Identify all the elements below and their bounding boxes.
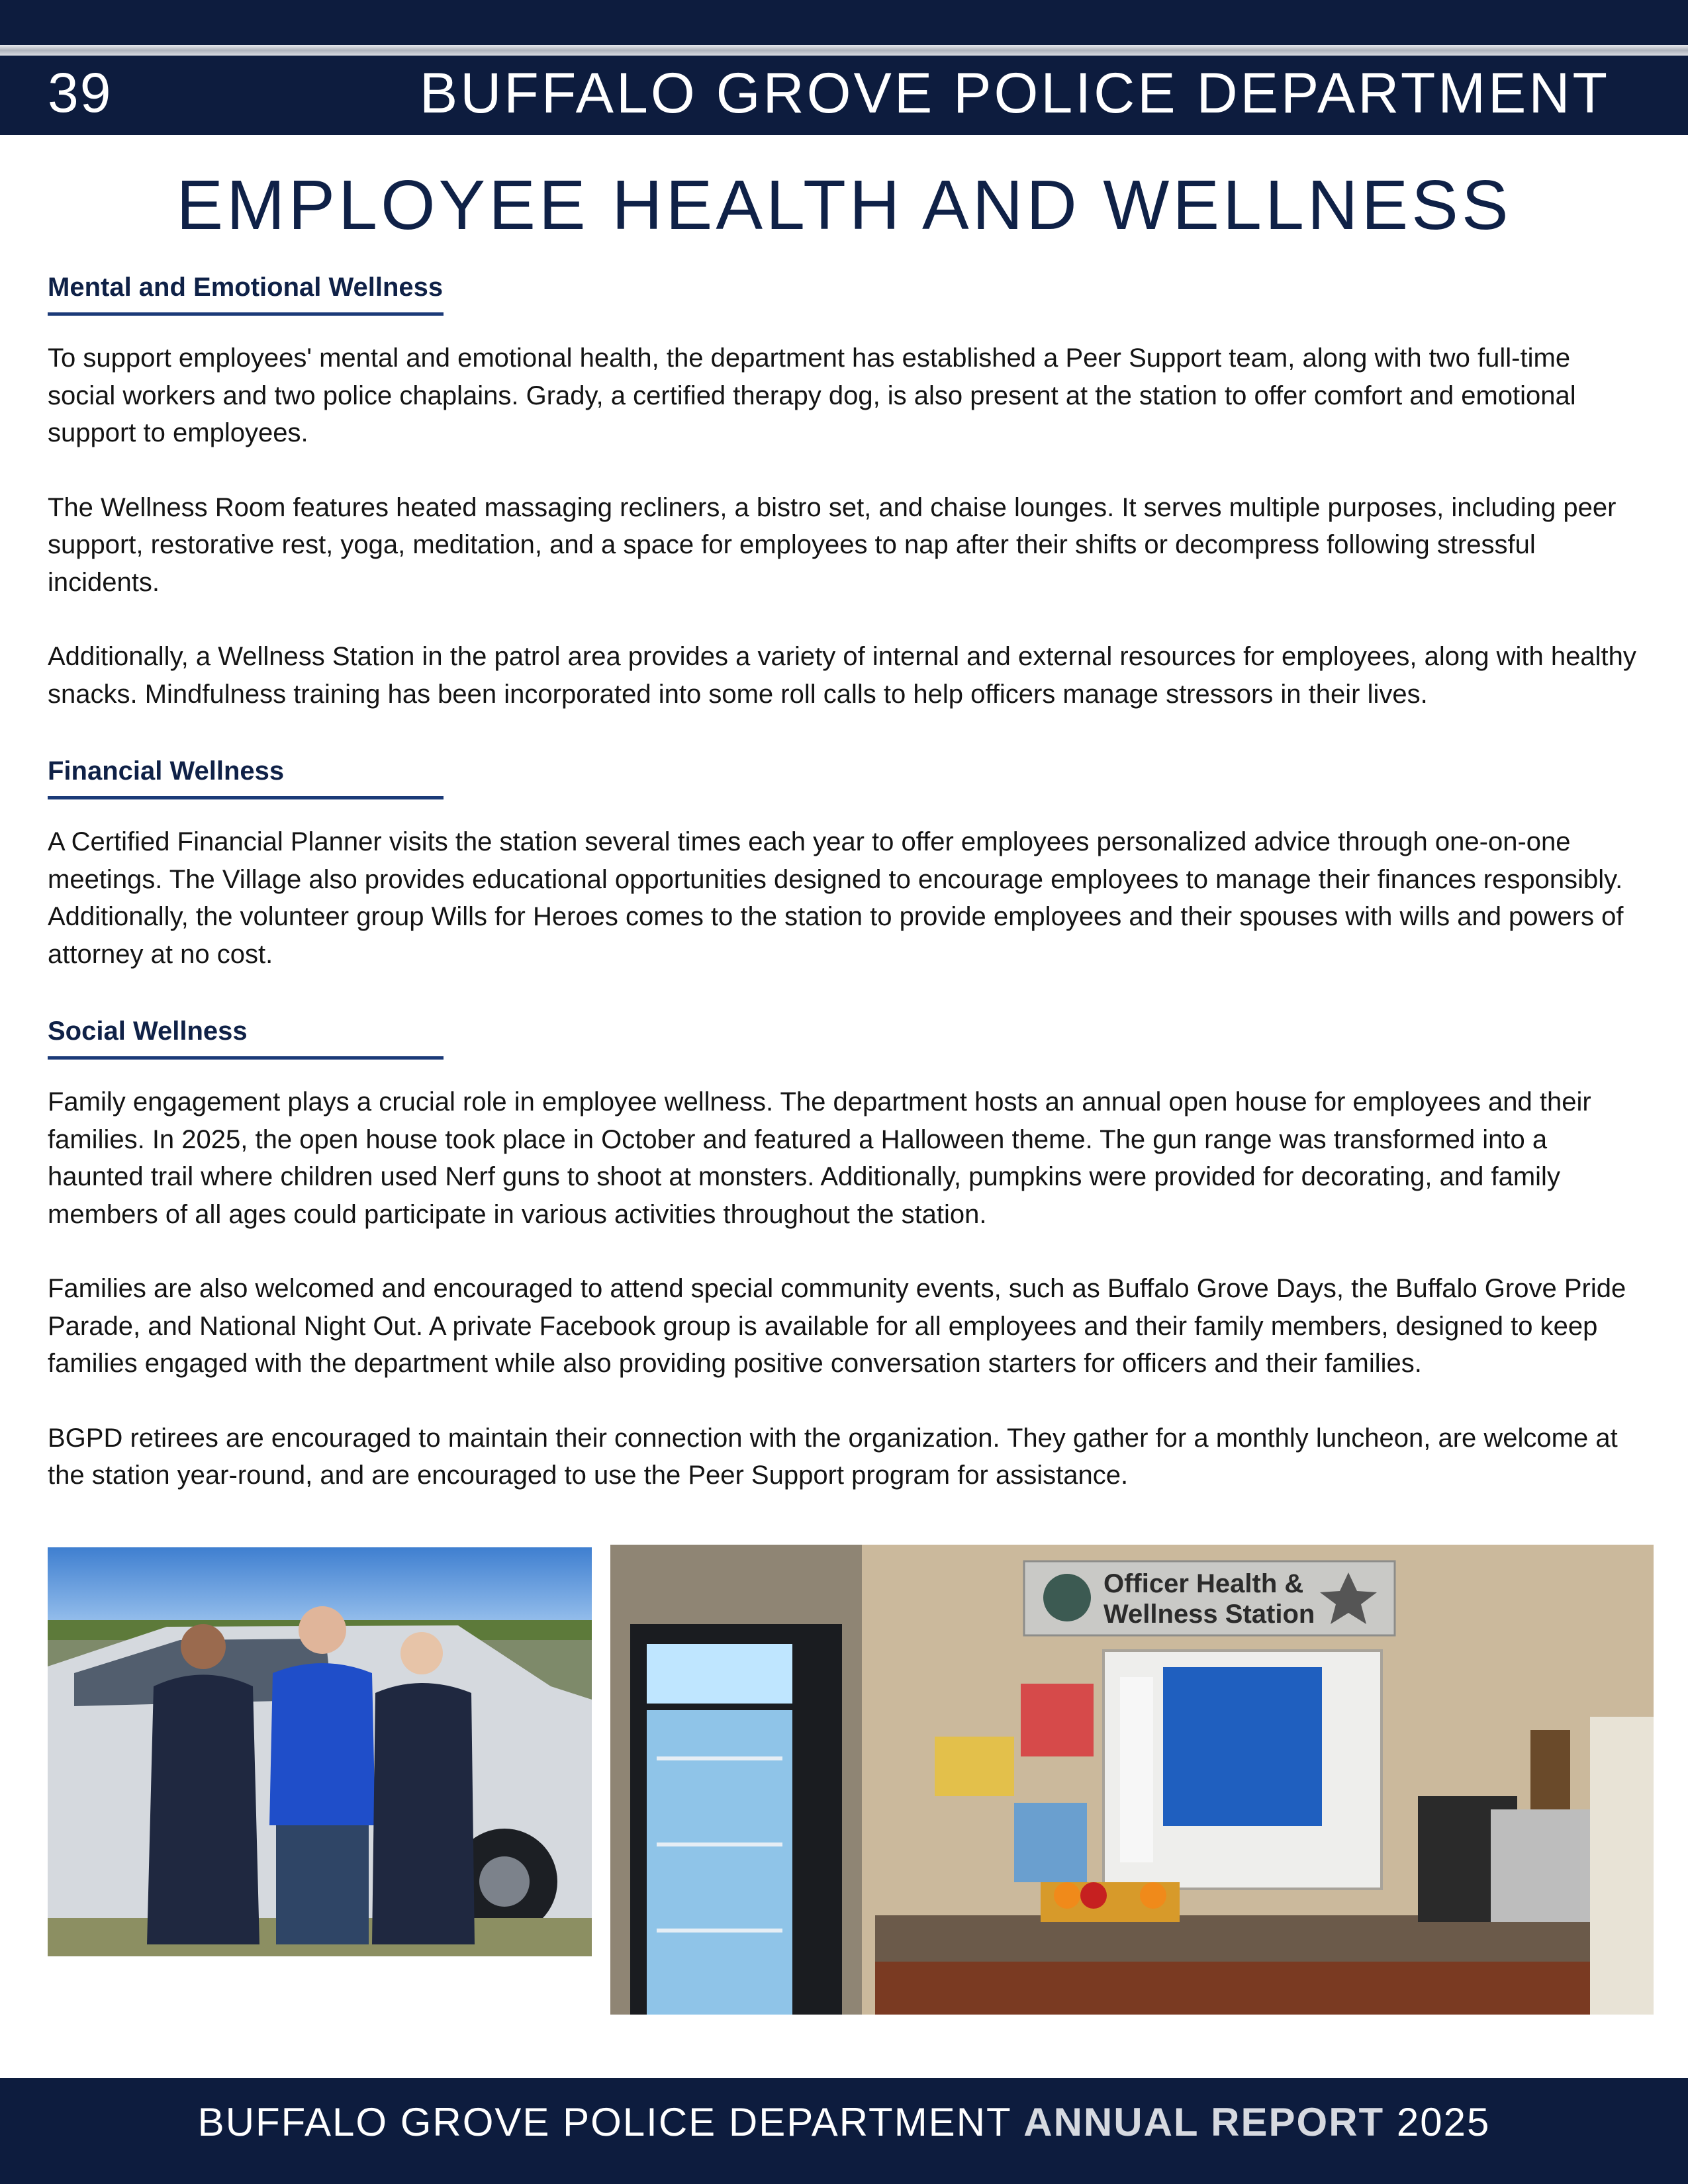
paragraph: BGPD retirees are encouraged to maintain their connection with the organization. They gather for a monthly luncheon, are welcome at the station year-round, and are encouraged to use the Peer Support program for assistance. [48,1423,1618,1490]
footer-prefix: BUFFALO GROVE POLICE DEPARTMENT [197,2100,1024,2144]
footer-annual-report: ANNUAL REPORT [1023,2100,1385,2144]
photo-officers-event [48,1547,592,1956]
section-rule [48,796,444,799]
section-financial [48,750,1643,973]
header-title: BUFFALO GROVE POLICE DEPARTMENT [419,62,1610,125]
section-rule [48,1056,444,1060]
footer-text [0,2099,1688,2145]
sign-text-line1: Officer Health & [1103,1569,1304,1598]
photo-wellness-station [610,1545,1654,2015]
photo-officers-illustration [48,1547,592,1956]
photo-wellness-illustration [610,1545,1654,2015]
section-heading: Financial Wellness [48,756,285,786]
paragraph: The Wellness Room features heated massaging recliners, a bistro set, and chaise lounges. It serves multiple purposes, including peer support, restorative rest, yoga, meditation, and a space for employees to nap after their shifts or decompress following stressful incidents. [48,492,1617,597]
paragraph: A Certified Financial Planner visits the station several times each year to offer employees personalized advice through one-on-one meetings. The Village also provides educational opportunities designed to encourage employees to manage their finances responsibly. Additionally, the volunteer group Wills for Heroes comes to the station to provide employees and their spouses with wills and powers of attorney at no cost. [48,827,1624,969]
paragraph: Additionally, a Wellness Station in the patrol area provides a variety of internal and external resources for employees, along with healthy snacks. Mindfulness training has been incorporated into some roll calls to help officers manage stressors in their lives. [48,642,1636,709]
section-heading: Mental and Emotional Wellness [48,273,444,302]
footer-year: 2025 [1384,2100,1491,2144]
paragraph: Families are also welcomed and encouraged to attend special community events, such as Buffalo Grove Days, the Buffalo Grove Pride Parade, and National Night Out. A private Facebook group is available for all employees and their family members, designed to keep families engaged with the department while also providing positive conversation starters for officers and their families. [48,1274,1626,1378]
page-title: EMPLOYEE HEALTH AND WELLNESS [176,166,1512,244]
silver-stripe [0,45,1688,56]
article-content [48,266,1643,1531]
section-mental-emotional [48,266,1643,713]
section-rule [48,312,444,316]
sign-text-line2: Wellness Station [1103,1600,1315,1629]
top-band [0,0,1688,45]
section-social [48,1010,1643,1494]
paragraph: To support employees' mental and emotional health, the department has established a Peer Support team, along with two full-time social workers and two police chaplains. Grady, a certified therapy dog, is also present at the station to offer comfort and emotional support to employees. [48,343,1576,447]
section-heading: Social Wellness [48,1017,248,1046]
page-number: 39 [48,62,113,124]
paragraph: Family engagement plays a crucial role in employee wellness. The department hosts an annual open house for employees and their families. In 2025, the open house took place in October and featured a Halloween theme. The gun range was transformed into a haunted trail where children used Nerf guns to shoot at monsters. Additionally, pumpkins were provided for decorating, and family members of all ages could participate in various activities throughout the station. [48,1087,1591,1229]
